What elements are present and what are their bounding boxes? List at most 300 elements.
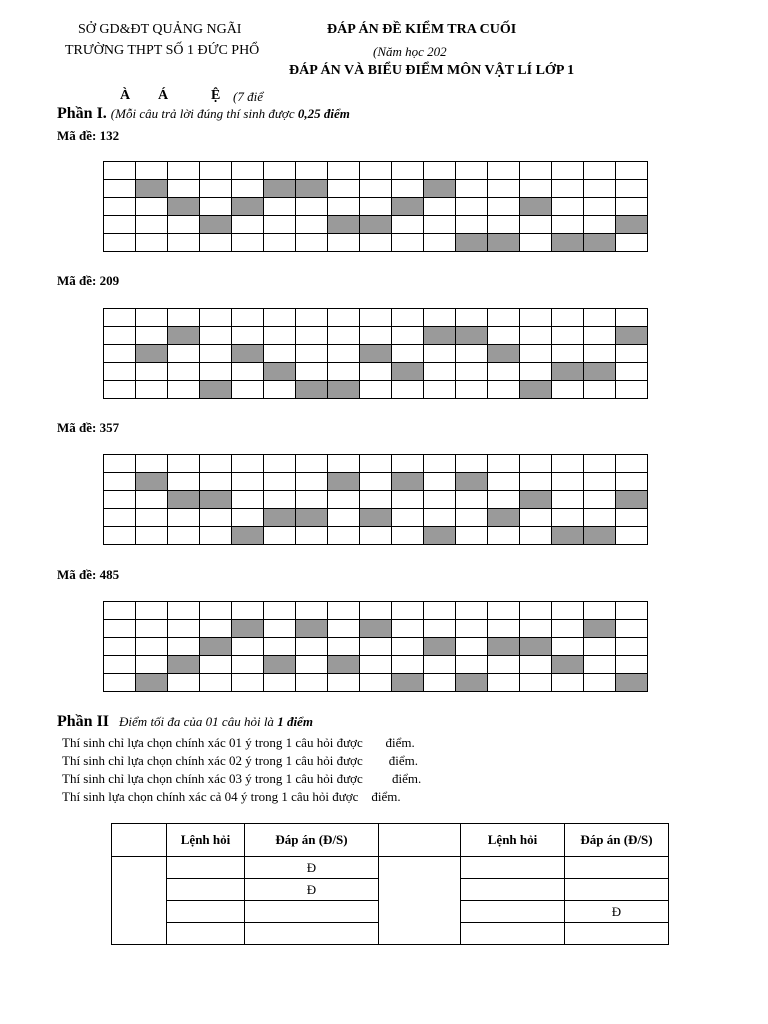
grid-cell [264, 620, 296, 638]
grid-cell [360, 327, 392, 345]
header-cell: Lệnh hỏi [167, 824, 245, 857]
part2-note-points: 1 điểm [277, 714, 313, 729]
left-question-cell [112, 857, 167, 945]
grid-cell-marked [392, 198, 424, 216]
grid-cell-marked [424, 327, 456, 345]
grid-cell [616, 198, 648, 216]
grid-cell [232, 674, 264, 692]
grid-cell [584, 198, 616, 216]
grid-cell [456, 602, 488, 620]
grid-cell [552, 455, 584, 473]
answer-cell [245, 901, 379, 923]
header-cell [112, 824, 167, 857]
grid-row [104, 381, 648, 399]
cmd-cell [167, 923, 245, 945]
grid-cell [488, 327, 520, 345]
grid-cell [264, 674, 296, 692]
grid-cell [136, 527, 168, 545]
subject-title: ĐÁP ÁN VÀ BIỂU ĐIỂM MÔN VẬT LÍ LỚP 1 [289, 63, 575, 78]
grid-cell [264, 234, 296, 252]
grid-cell-marked [456, 473, 488, 491]
grid-cell-marked [552, 234, 584, 252]
grid-cell [584, 602, 616, 620]
grid-cell [456, 345, 488, 363]
grid-cell [328, 162, 360, 180]
grid-cell [264, 162, 296, 180]
grid-cell-marked [328, 216, 360, 234]
grid-cell [328, 491, 360, 509]
grid-cell [456, 198, 488, 216]
grid-cell [584, 309, 616, 327]
grid-cell [424, 162, 456, 180]
grid-cell [456, 216, 488, 234]
grid-cell [584, 509, 616, 527]
grid-row [104, 491, 648, 509]
grid-cell-marked [232, 198, 264, 216]
grid-cell [136, 602, 168, 620]
grid-cell [104, 455, 136, 473]
grid-cell-marked [264, 180, 296, 198]
grid-cell-marked [168, 491, 200, 509]
grid-cell [584, 162, 616, 180]
grid-cell [616, 620, 648, 638]
answer-cell: Đ [565, 901, 669, 923]
grid-cell [392, 162, 424, 180]
grid-cell [392, 620, 424, 638]
grid-cell [232, 638, 264, 656]
grid-cell [584, 216, 616, 234]
grid-cell-marked [360, 620, 392, 638]
grid-cell [200, 674, 232, 692]
grid-cell [456, 381, 488, 399]
grid-cell-marked [584, 234, 616, 252]
grid-cell-marked [616, 674, 648, 692]
grid-cell [616, 473, 648, 491]
grid-cell [328, 234, 360, 252]
grid-cell [584, 473, 616, 491]
grid-cell [264, 198, 296, 216]
cmd-cell [461, 879, 565, 901]
grid-cell [520, 345, 552, 363]
header-cell [379, 824, 461, 857]
grid-cell [264, 638, 296, 656]
grid-cell [104, 345, 136, 363]
grid-cell-marked [584, 363, 616, 381]
grid-cell [424, 656, 456, 674]
grid-cell-marked [328, 473, 360, 491]
grid-cell-marked [264, 509, 296, 527]
grid-cell [424, 473, 456, 491]
grid-cell [488, 216, 520, 234]
grid-cell [424, 602, 456, 620]
grid-cell [488, 198, 520, 216]
grid-cell [296, 234, 328, 252]
grid-cell [136, 198, 168, 216]
grid-cell [488, 309, 520, 327]
grid-cell-marked [520, 381, 552, 399]
grid-cell [616, 180, 648, 198]
grid-cell-marked [392, 674, 424, 692]
header-cell: Lệnh hỏi [461, 824, 565, 857]
part1-note-points: 0,25 điểm [297, 106, 350, 121]
part1-label: Phần I. [57, 105, 107, 122]
grid-cell [200, 602, 232, 620]
grid-cell [168, 180, 200, 198]
grid-cell [456, 527, 488, 545]
grid-cell [200, 656, 232, 674]
grid-cell [136, 620, 168, 638]
grid-cell [232, 381, 264, 399]
grid-cell-marked [520, 198, 552, 216]
answer-cell [245, 923, 379, 945]
grid-cell [136, 491, 168, 509]
part2-note: Điểm tối đa của 01 câu hỏi là [119, 714, 278, 729]
grid-cell [392, 509, 424, 527]
grid-cell [168, 602, 200, 620]
grid-row [104, 234, 648, 252]
grid-cell [296, 455, 328, 473]
grid-cell [552, 620, 584, 638]
cmd-cell [167, 857, 245, 879]
grid-cell-marked [424, 180, 456, 198]
grid-cell-marked [584, 527, 616, 545]
grid-cell [456, 491, 488, 509]
grid-cell [424, 491, 456, 509]
grid-cell-marked [392, 363, 424, 381]
grid-cell [488, 527, 520, 545]
grid-cell [296, 527, 328, 545]
grid-cell-marked [584, 620, 616, 638]
grid-cell [168, 473, 200, 491]
grid-cell-marked [328, 381, 360, 399]
grid-cell [520, 363, 552, 381]
grid-cell [296, 309, 328, 327]
grid-cell [104, 327, 136, 345]
grid-cell [296, 656, 328, 674]
grid-cell [360, 363, 392, 381]
grid-cell [552, 216, 584, 234]
part2-label: Phần II [57, 713, 110, 730]
cmd-cell [167, 901, 245, 923]
grid-cell-marked [296, 509, 328, 527]
grid-cell [616, 509, 648, 527]
table-row [112, 857, 669, 879]
code-label-485: Mã đề: 485 [57, 567, 120, 582]
grid-cell [328, 455, 360, 473]
answer-cell: Đ [245, 879, 379, 901]
grid-cell-marked [488, 345, 520, 363]
grid-cell [424, 234, 456, 252]
grid-cell [584, 455, 616, 473]
grid-cell [200, 162, 232, 180]
grid-cell-marked [200, 216, 232, 234]
grid-cell [552, 381, 584, 399]
grid-cell [232, 180, 264, 198]
grid-row [104, 216, 648, 234]
grid-cell [424, 309, 456, 327]
grid-cell [136, 455, 168, 473]
grid-cell [168, 216, 200, 234]
grid-row [104, 638, 648, 656]
grid-cell [136, 234, 168, 252]
grid-cell [168, 509, 200, 527]
answer-cell [565, 923, 669, 945]
grid-cell [264, 602, 296, 620]
header-cell: Đáp án (Đ/S) [245, 824, 379, 857]
grid-cell [616, 527, 648, 545]
grid-cell [360, 234, 392, 252]
grid-cell [136, 216, 168, 234]
part2-rule-4: Thí sinh lựa chọn chính xác cả 04 ý trong 1 câu hỏi được điểm. [62, 789, 401, 804]
grid-cell [328, 602, 360, 620]
grid-row [104, 527, 648, 545]
grid-cell [200, 345, 232, 363]
grid-cell [200, 363, 232, 381]
grid-cell [232, 363, 264, 381]
grid-cell [104, 198, 136, 216]
grid-cell [264, 309, 296, 327]
grid-cell [360, 180, 392, 198]
grid-cell [104, 381, 136, 399]
grid-cell [168, 162, 200, 180]
grid-cell [520, 309, 552, 327]
grid-cell [360, 656, 392, 674]
cmd-cell [461, 923, 565, 945]
grid-row [104, 674, 648, 692]
grid-cell [104, 491, 136, 509]
grid-row [104, 473, 648, 491]
table-header-row [112, 824, 669, 857]
grid-cell [136, 381, 168, 399]
grid-cell [264, 455, 296, 473]
grid-cell [584, 180, 616, 198]
grid-cell [360, 455, 392, 473]
grid-cell [392, 345, 424, 363]
grid-cell [264, 216, 296, 234]
grid-cell-marked [328, 656, 360, 674]
grid-cell [392, 602, 424, 620]
grid-cell-marked [552, 527, 584, 545]
grid-cell [488, 455, 520, 473]
grid-cell [232, 162, 264, 180]
grid-cell [360, 602, 392, 620]
grid-cell [168, 381, 200, 399]
grid-row [104, 345, 648, 363]
exam-title: ĐÁP ÁN ĐỀ KIỂM TRA CUỐI [327, 22, 517, 37]
school-name: TRƯỜNG THPT SỐ 1 ĐỨC PHỔ [65, 43, 260, 58]
grid-cell [264, 491, 296, 509]
grid-cell [552, 162, 584, 180]
grid-cell [200, 180, 232, 198]
grid-cell-marked [360, 509, 392, 527]
grid-cell [232, 602, 264, 620]
grid-cell [200, 455, 232, 473]
grid-cell-marked [360, 216, 392, 234]
grid-cell-marked [488, 638, 520, 656]
grid-cell [520, 327, 552, 345]
grid-cell [296, 638, 328, 656]
grid-cell [392, 656, 424, 674]
grid-cell [328, 527, 360, 545]
grid-cell [200, 198, 232, 216]
grid-row [104, 180, 648, 198]
grid-cell [264, 327, 296, 345]
grid-cell [488, 381, 520, 399]
grid-cell-marked [616, 491, 648, 509]
grid-cell [360, 491, 392, 509]
grid-cell [392, 234, 424, 252]
grid-cell [296, 162, 328, 180]
grid-cell [104, 620, 136, 638]
grid-cell [328, 180, 360, 198]
grid-cell [552, 674, 584, 692]
grid-cell [456, 180, 488, 198]
grid-cell [232, 455, 264, 473]
grid-cell-marked [168, 198, 200, 216]
grid-cell [104, 162, 136, 180]
grid-cell-marked [232, 620, 264, 638]
grid-cell [328, 620, 360, 638]
grid-cell [360, 381, 392, 399]
grid-cell [296, 327, 328, 345]
grid-cell [168, 234, 200, 252]
grid-cell [168, 638, 200, 656]
grid-cell [616, 455, 648, 473]
grid-cell [232, 234, 264, 252]
grid-row [104, 602, 648, 620]
grid-cell [616, 363, 648, 381]
grid-cell [520, 162, 552, 180]
answer-cell [565, 857, 669, 879]
cmd-cell [461, 901, 565, 923]
grid-cell [552, 473, 584, 491]
grid-cell [456, 309, 488, 327]
grid-cell [616, 656, 648, 674]
grid-row [104, 198, 648, 216]
grid-cell [616, 381, 648, 399]
grid-cell [488, 602, 520, 620]
grid-cell [360, 527, 392, 545]
grid-cell [488, 473, 520, 491]
grid-cell [616, 309, 648, 327]
grid-cell-marked [296, 180, 328, 198]
grid-row [104, 327, 648, 345]
grid-row [104, 656, 648, 674]
grid-cell [104, 674, 136, 692]
grid-cell [552, 309, 584, 327]
part1-heading [57, 105, 350, 123]
answer-grid-209 [103, 308, 648, 399]
grid-cell-marked [552, 656, 584, 674]
grid-cell [392, 491, 424, 509]
grid-cell [104, 363, 136, 381]
grid-cell [296, 363, 328, 381]
grid-cell [520, 509, 552, 527]
code-label-132: Mã đề: 132 [57, 128, 120, 143]
department-name: SỞ GD&ĐT QUẢNG NGÃI [78, 22, 242, 37]
grid-cell [136, 638, 168, 656]
grid-cell [104, 638, 136, 656]
grid-cell-marked [456, 327, 488, 345]
grid-cell [584, 381, 616, 399]
grid-cell [360, 638, 392, 656]
grid-cell [360, 198, 392, 216]
grid-cell [360, 674, 392, 692]
grid-cell-marked [296, 381, 328, 399]
grid-cell [552, 345, 584, 363]
grid-cell-marked [424, 638, 456, 656]
grid-cell [488, 180, 520, 198]
grid-cell [232, 327, 264, 345]
grid-cell [520, 656, 552, 674]
grid-cell-marked [168, 327, 200, 345]
grid-cell [392, 327, 424, 345]
grid-cell [296, 491, 328, 509]
part2-rule-1: Thí sinh chỉ lựa chọn chính xác 01 ý trong 1 câu hỏi được điểm. [62, 735, 415, 750]
grid-cell-marked [520, 491, 552, 509]
grid-cell-marked [456, 234, 488, 252]
grid-cell [392, 216, 424, 234]
grid-cell [328, 327, 360, 345]
grid-cell-marked [456, 674, 488, 692]
grid-cell [552, 180, 584, 198]
grid-cell [424, 198, 456, 216]
grid-cell [488, 162, 520, 180]
grid-cell [424, 620, 456, 638]
grid-cell [552, 327, 584, 345]
grid-cell-marked [264, 363, 296, 381]
grid-cell [104, 656, 136, 674]
grid-cell [456, 509, 488, 527]
grid-cell [200, 620, 232, 638]
answer-grid-132 [103, 161, 648, 252]
grid-row [104, 162, 648, 180]
grid-cell [232, 473, 264, 491]
grid-cell [584, 638, 616, 656]
grid-cell [424, 216, 456, 234]
grid-cell [584, 656, 616, 674]
grid-cell-marked [616, 327, 648, 345]
code-label-209: Mã đề: 209 [57, 273, 120, 288]
grid-cell [488, 656, 520, 674]
answer-grid-357 [103, 454, 648, 545]
grid-cell [616, 602, 648, 620]
grid-cell [584, 674, 616, 692]
grid-cell-marked [168, 656, 200, 674]
grid-cell [232, 216, 264, 234]
partial-heading-char-1: À [120, 88, 131, 103]
answer-cell [565, 879, 669, 901]
grid-cell [616, 345, 648, 363]
grid-cell [520, 216, 552, 234]
grid-cell [200, 327, 232, 345]
grid-cell [520, 234, 552, 252]
grid-cell [136, 509, 168, 527]
grid-cell [104, 309, 136, 327]
grid-cell [360, 473, 392, 491]
grid-cell [136, 656, 168, 674]
code-label-357: Mã đề: 357 [57, 420, 120, 435]
grid-cell [232, 656, 264, 674]
grid-cell [200, 509, 232, 527]
grid-cell-marked [200, 381, 232, 399]
grid-cell [104, 509, 136, 527]
grid-cell [200, 527, 232, 545]
partial-heading-char-3: Ệ [211, 88, 221, 103]
grid-cell-marked [200, 491, 232, 509]
grid-cell [168, 345, 200, 363]
grid-cell [296, 674, 328, 692]
